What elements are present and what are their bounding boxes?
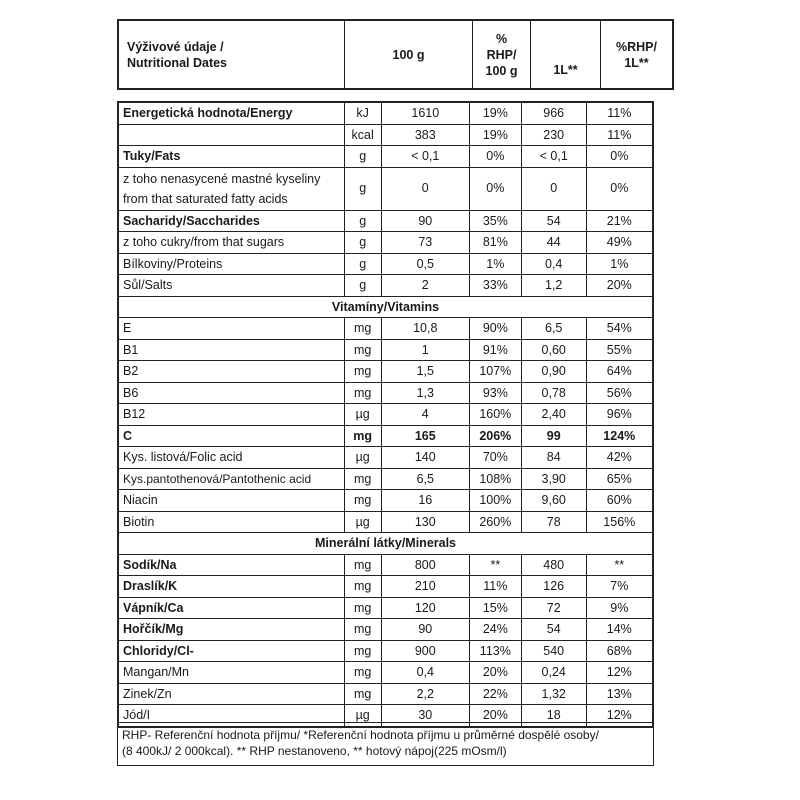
rhp-1l: 96% bbox=[586, 404, 653, 426]
nutrient-unit: µg bbox=[344, 705, 381, 727]
nutrient-name: Zinek/Zn bbox=[118, 683, 344, 705]
rhp-100g: 93% bbox=[469, 382, 521, 404]
nutrient-unit: g bbox=[344, 253, 381, 275]
value-1l: 44 bbox=[521, 232, 586, 254]
value-1l: 230 bbox=[521, 124, 586, 146]
rhp-100g: 107% bbox=[469, 361, 521, 383]
nutrient-unit: µg bbox=[344, 511, 381, 533]
rhp-1l: 60% bbox=[586, 490, 653, 512]
value-1l: 966 bbox=[521, 102, 586, 124]
nutrient-unit: g bbox=[344, 167, 381, 210]
value-1l: 0,60 bbox=[521, 339, 586, 361]
rhp-1l: 11% bbox=[586, 102, 653, 124]
rhp-100g: ** bbox=[469, 554, 521, 576]
value-1l: 6,5 bbox=[521, 318, 586, 340]
nutrient-name: Tuky/Fats bbox=[118, 146, 344, 168]
value-1l: 78 bbox=[521, 511, 586, 533]
rhp-100g: 160% bbox=[469, 404, 521, 426]
nutrient-name: Vápník/Ca bbox=[118, 597, 344, 619]
rhp-100g: 19% bbox=[469, 124, 521, 146]
value-1l: 540 bbox=[521, 640, 586, 662]
rhp-100g: 19% bbox=[469, 102, 521, 124]
value-1l: 0 bbox=[521, 167, 586, 210]
footnote bbox=[117, 722, 654, 766]
value-1l: 3,90 bbox=[521, 468, 586, 490]
rhp-100g: 113% bbox=[469, 640, 521, 662]
table-row bbox=[118, 619, 653, 641]
table-row bbox=[118, 210, 653, 232]
nutrient-name: B2 bbox=[118, 361, 344, 383]
nutrient-name: B12 bbox=[118, 404, 344, 426]
rhp-100g: 35% bbox=[469, 210, 521, 232]
value-1l: 0,78 bbox=[521, 382, 586, 404]
rhp-1l: 54% bbox=[586, 318, 653, 340]
table-row bbox=[118, 640, 653, 662]
table-row bbox=[118, 468, 653, 490]
rhp-1l: 156% bbox=[586, 511, 653, 533]
value-100g: 16 bbox=[381, 490, 469, 512]
rhp-100g: 90% bbox=[469, 318, 521, 340]
table-row bbox=[118, 124, 653, 146]
nutrition-table bbox=[117, 101, 654, 728]
nutrient-unit: g bbox=[344, 146, 381, 168]
value-1l: 1,32 bbox=[521, 683, 586, 705]
rhp-100g: 22% bbox=[469, 683, 521, 705]
footnote-line-1: RHP- Referenční hodnota příjmu/ *Referenční hodnota příjmu u průměrné dospělé osoby/ bbox=[122, 728, 599, 742]
rhp-100g: 20% bbox=[469, 705, 521, 727]
rhp-1l: 49% bbox=[586, 232, 653, 254]
section-header-vitamins bbox=[118, 296, 653, 318]
value-100g: 140 bbox=[381, 447, 469, 469]
value-1l: 54 bbox=[521, 619, 586, 641]
nutrient-name: z toho nenasycené mastné kyseliny from that saturated fatty acids bbox=[118, 167, 344, 210]
value-1l: < 0,1 bbox=[521, 146, 586, 168]
value-100g: 1 bbox=[381, 339, 469, 361]
value-1l: 2,40 bbox=[521, 404, 586, 426]
table-row bbox=[118, 146, 653, 168]
table-row bbox=[118, 232, 653, 254]
nutrient-unit: kJ bbox=[344, 102, 381, 124]
value-100g: < 0,1 bbox=[381, 146, 469, 168]
value-100g: 1,5 bbox=[381, 361, 469, 383]
value-100g: 90 bbox=[381, 619, 469, 641]
nutrient-unit: mg bbox=[344, 683, 381, 705]
section-header-minerals bbox=[118, 533, 653, 555]
rhp-1l: 42% bbox=[586, 447, 653, 469]
rhp-1l: 20% bbox=[586, 275, 653, 297]
value-100g: 210 bbox=[381, 576, 469, 598]
value-100g: 0,5 bbox=[381, 253, 469, 275]
table-row bbox=[118, 361, 653, 383]
rhp-100g: 1% bbox=[469, 253, 521, 275]
nutrient-name: Bílkoviny/Proteins bbox=[118, 253, 344, 275]
nutrient-unit: mg bbox=[344, 425, 381, 447]
rhp-100g: 70% bbox=[469, 447, 521, 469]
nutrient-unit: mg bbox=[344, 490, 381, 512]
rhp-1l: 14% bbox=[586, 619, 653, 641]
value-1l: 54 bbox=[521, 210, 586, 232]
nutrient-name: Sacharidy/Saccharides bbox=[118, 210, 344, 232]
header-per-100g: 100 g bbox=[345, 20, 473, 89]
table-row bbox=[118, 683, 653, 705]
footnote-line-2: (8 400kJ/ 2 000kcal). ** RHP nestanoveno, ** hotový nápoj(225 mOsm/l) bbox=[122, 744, 507, 758]
header-rhp-100g: % RHP/ 100 g bbox=[473, 20, 531, 89]
rhp-100g: 81% bbox=[469, 232, 521, 254]
section-title: Minerální látky/Minerals bbox=[118, 533, 653, 555]
table-row bbox=[118, 404, 653, 426]
value-100g: 90 bbox=[381, 210, 469, 232]
rhp-1l: 68% bbox=[586, 640, 653, 662]
value-1l: 18 bbox=[521, 705, 586, 727]
nutrient-name: Hořčík/Mg bbox=[118, 619, 344, 641]
table-row bbox=[118, 511, 653, 533]
nutrient-unit: mg bbox=[344, 640, 381, 662]
table-row bbox=[118, 102, 653, 124]
header-per-1l: 1L** bbox=[531, 20, 601, 89]
value-100g: 165 bbox=[381, 425, 469, 447]
value-1l: 480 bbox=[521, 554, 586, 576]
nutrient-name: C bbox=[118, 425, 344, 447]
table-row bbox=[118, 382, 653, 404]
rhp-100g: 0% bbox=[469, 146, 521, 168]
rhp-100g: 11% bbox=[469, 576, 521, 598]
value-100g: 800 bbox=[381, 554, 469, 576]
nutrient-unit: mg bbox=[344, 597, 381, 619]
nutrient-unit: mg bbox=[344, 576, 381, 598]
table-row bbox=[118, 662, 653, 684]
table-row bbox=[118, 253, 653, 275]
rhp-1l: 21% bbox=[586, 210, 653, 232]
header-table bbox=[117, 19, 674, 90]
rhp-1l: 1% bbox=[586, 253, 653, 275]
nutrient-name: Sůl/Salts bbox=[118, 275, 344, 297]
nutrient-unit: g bbox=[344, 275, 381, 297]
rhp-1l: 12% bbox=[586, 662, 653, 684]
value-100g: 130 bbox=[381, 511, 469, 533]
rhp-100g: 91% bbox=[469, 339, 521, 361]
value-1l: 0,90 bbox=[521, 361, 586, 383]
value-100g: 120 bbox=[381, 597, 469, 619]
nutrient-unit: mg bbox=[344, 468, 381, 490]
nutrient-name: Biotin bbox=[118, 511, 344, 533]
rhp-1l: 12% bbox=[586, 705, 653, 727]
rhp-100g: 0% bbox=[469, 167, 521, 210]
value-1l: 9,60 bbox=[521, 490, 586, 512]
nutrient-name: Draslík/K bbox=[118, 576, 344, 598]
nutrient-unit: µg bbox=[344, 447, 381, 469]
table-row bbox=[118, 275, 653, 297]
rhp-100g: 206% bbox=[469, 425, 521, 447]
value-100g: 6,5 bbox=[381, 468, 469, 490]
value-1l: 1,2 bbox=[521, 275, 586, 297]
value-100g: 1,3 bbox=[381, 382, 469, 404]
value-1l: 72 bbox=[521, 597, 586, 619]
nutrient-unit: mg bbox=[344, 382, 381, 404]
table-row bbox=[118, 318, 653, 340]
nutrient-name: Energetická hodnota/Energy bbox=[118, 102, 344, 124]
rhp-1l: 11% bbox=[586, 124, 653, 146]
nutrient-unit: mg bbox=[344, 361, 381, 383]
nutrient-name bbox=[118, 124, 344, 146]
nutrient-name: Kys. listová/Folic acid bbox=[118, 447, 344, 469]
rhp-1l: 55% bbox=[586, 339, 653, 361]
value-100g: 1610 bbox=[381, 102, 469, 124]
table-row bbox=[118, 490, 653, 512]
nutrient-name: z toho cukry/from that sugars bbox=[118, 232, 344, 254]
nutrient-unit: mg bbox=[344, 318, 381, 340]
nutrient-unit: g bbox=[344, 232, 381, 254]
rhp-1l: ** bbox=[586, 554, 653, 576]
nutrient-name: B6 bbox=[118, 382, 344, 404]
nutrient-unit: µg bbox=[344, 404, 381, 426]
rhp-1l: 56% bbox=[586, 382, 653, 404]
nutrient-unit: mg bbox=[344, 619, 381, 641]
rhp-1l: 0% bbox=[586, 146, 653, 168]
value-1l: 84 bbox=[521, 447, 586, 469]
nutrient-unit: g bbox=[344, 210, 381, 232]
value-100g: 900 bbox=[381, 640, 469, 662]
value-100g: 2,2 bbox=[381, 683, 469, 705]
nutrient-name: Sodík/Na bbox=[118, 554, 344, 576]
rhp-100g: 20% bbox=[469, 662, 521, 684]
rhp-1l: 65% bbox=[586, 468, 653, 490]
section-title: Vitamíny/Vitamins bbox=[118, 296, 653, 318]
nutrient-unit: mg bbox=[344, 554, 381, 576]
rhp-1l: 7% bbox=[586, 576, 653, 598]
value-100g: 10,8 bbox=[381, 318, 469, 340]
table-row bbox=[118, 554, 653, 576]
rhp-1l: 0% bbox=[586, 167, 653, 210]
table-row bbox=[118, 597, 653, 619]
nutrient-name: Kys.pantothenová/Pantothenic acid bbox=[118, 468, 344, 490]
rhp-100g: 24% bbox=[469, 619, 521, 641]
nutrient-name: B1 bbox=[118, 339, 344, 361]
nutrient-name: E bbox=[118, 318, 344, 340]
rhp-100g: 260% bbox=[469, 511, 521, 533]
value-100g: 0,4 bbox=[381, 662, 469, 684]
value-100g: 2 bbox=[381, 275, 469, 297]
rhp-100g: 33% bbox=[469, 275, 521, 297]
rhp-100g: 108% bbox=[469, 468, 521, 490]
nutrient-unit: kcal bbox=[344, 124, 381, 146]
header-rhp-1l: %RHP/ 1L** bbox=[601, 20, 674, 89]
value-1l: 99 bbox=[521, 425, 586, 447]
rhp-1l: 9% bbox=[586, 597, 653, 619]
nutrient-name: Mangan/Mn bbox=[118, 662, 344, 684]
nutrient-name: Niacin bbox=[118, 490, 344, 512]
value-100g: 73 bbox=[381, 232, 469, 254]
value-1l: 0,4 bbox=[521, 253, 586, 275]
value-100g: 4 bbox=[381, 404, 469, 426]
rhp-1l: 64% bbox=[586, 361, 653, 383]
rhp-100g: 100% bbox=[469, 490, 521, 512]
rhp-1l: 124% bbox=[586, 425, 653, 447]
header-nutrient-label: Výživové údaje / Nutritional Dates bbox=[118, 20, 345, 89]
nutrient-name: Chloridy/Cl- bbox=[118, 640, 344, 662]
nutrient-unit: mg bbox=[344, 339, 381, 361]
value-1l: 126 bbox=[521, 576, 586, 598]
table-row bbox=[118, 167, 653, 210]
table-row bbox=[118, 339, 653, 361]
value-100g: 0 bbox=[381, 167, 469, 210]
table-row bbox=[118, 576, 653, 598]
table-row bbox=[118, 447, 653, 469]
value-100g: 30 bbox=[381, 705, 469, 727]
rhp-100g: 15% bbox=[469, 597, 521, 619]
nutrient-name: Jód/I bbox=[118, 705, 344, 727]
nutrient-unit: mg bbox=[344, 662, 381, 684]
value-100g: 383 bbox=[381, 124, 469, 146]
value-1l: 0,24 bbox=[521, 662, 586, 684]
table-row bbox=[118, 425, 653, 447]
rhp-1l: 13% bbox=[586, 683, 653, 705]
